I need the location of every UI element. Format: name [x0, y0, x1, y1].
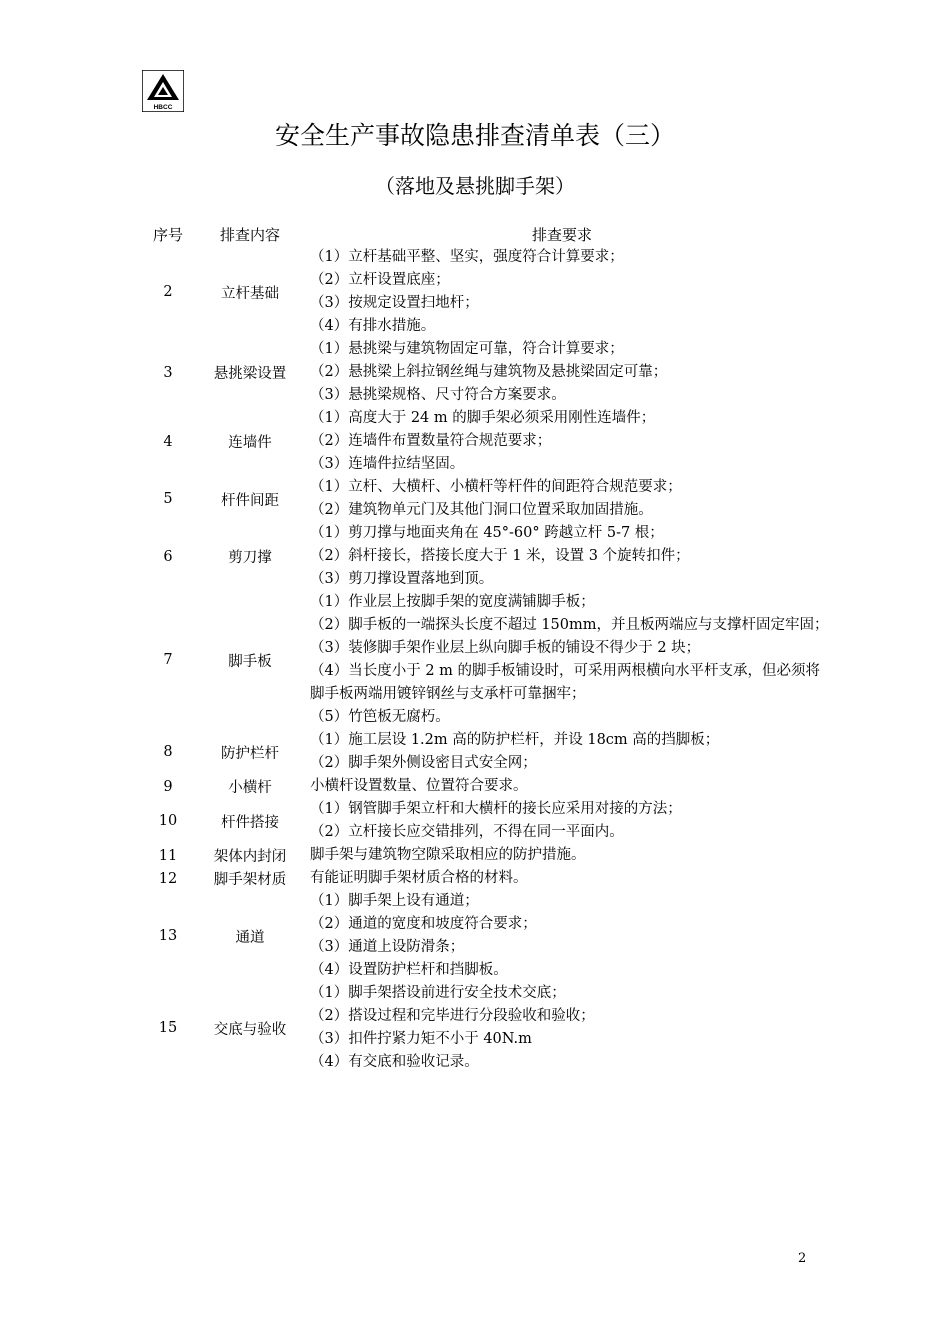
table-row — [140, 775, 900, 798]
row-item: 交底与验收 — [213, 1021, 287, 1038]
requirement-line: （3）连墙件拉结坚固。 — [310, 456, 465, 472]
row-requirements — [304, 890, 900, 982]
requirement-line: （4）有交底和验收记录。 — [310, 1054, 479, 1070]
table-row — [140, 867, 900, 890]
company-logo — [142, 70, 184, 112]
requirement-line: 脚手板两端用镀锌钢丝与支承杆可靠捆牢； — [310, 686, 586, 702]
row-item: 通道 — [235, 929, 265, 946]
header-no: 序号 — [152, 225, 183, 244]
row-number: 2 — [163, 284, 173, 300]
table-row — [140, 476, 900, 522]
row-number: 11 — [158, 847, 178, 864]
row-requirements — [304, 729, 900, 775]
requirement-line: （2）脚手板的一端探头长度不超过 150mm，并且板两端应与支撑杆固定牢固； — [310, 617, 829, 633]
row-number: 13 — [158, 928, 178, 944]
row-number: 3 — [163, 364, 173, 381]
requirement-line: （3）通道上设防滑条； — [310, 939, 465, 955]
row-requirements — [304, 338, 900, 407]
row-requirements — [304, 522, 900, 591]
row-item: 防护栏杆 — [221, 745, 279, 762]
row-number: 7 — [163, 652, 173, 668]
triangle-logo-icon — [142, 70, 184, 112]
row-item: 脚手板 — [228, 653, 272, 670]
table-row — [140, 844, 900, 867]
row-item: 杆件间距 — [221, 492, 279, 509]
row-number: 9 — [163, 778, 173, 795]
row-requirements — [304, 798, 900, 844]
requirement-line: （1）剪刀撑与地面夹角在 45°-60° 跨越立杆 5-7 根； — [310, 525, 664, 541]
requirement-line: （3）装修脚手架作业层上纵向脚手板的铺设不得少于 2 块； — [310, 640, 701, 656]
table-row — [140, 591, 900, 729]
requirement-line: （2）立杆设置底座； — [310, 272, 450, 288]
requirement-line: （5）竹笆板无腐朽。 — [310, 709, 450, 725]
requirement-line: （3）按规定设置扫地杆； — [310, 295, 479, 311]
table-row — [140, 338, 900, 407]
requirement-line: （1）悬挑梁与建筑物固定可靠，符合计算要求； — [310, 341, 624, 357]
row-item: 连墙件 — [228, 435, 272, 451]
requirement-line: （2）建筑物单元门及其他门洞口位置采取加固措施。 — [310, 502, 653, 518]
table-row — [140, 798, 900, 844]
row-item: 小横杆 — [228, 780, 272, 796]
row-item: 杆件搭接 — [221, 814, 279, 831]
inspection-table — [140, 222, 900, 1074]
requirement-line: （1）高度大于 24 m 的脚手架必须采用刚性连墙件； — [310, 410, 656, 426]
row-item: 架体内封闭 — [213, 849, 287, 865]
page-title: 安全生产事故隐患排查清单表（三） — [274, 121, 675, 150]
requirement-line: （2）斜杆接长，搭接长度大于 1 米，设置 3 个旋转扣件； — [310, 548, 690, 564]
row-item: 悬挑梁设置 — [213, 366, 287, 382]
row-number: 12 — [158, 870, 178, 887]
requirement-line: （1）立杆、大横杆、小横杆等杆件的间距符合规范要求； — [310, 479, 682, 495]
row-requirements — [304, 982, 900, 1074]
row-number: 8 — [163, 744, 173, 760]
header-item: 排查内容 — [219, 225, 280, 244]
requirement-line: （1）立杆基础平整、坚实，强度符合计算要求； — [310, 249, 624, 265]
row-requirements — [304, 476, 900, 522]
table-body — [140, 246, 900, 1074]
requirement-line: （3）扣件拧紧力矩不小于 40N.m — [310, 1031, 532, 1047]
header-req: 排查要求 — [531, 225, 592, 244]
page-number: 2 — [798, 1251, 807, 1266]
row-item: 剪刀撑 — [228, 550, 272, 566]
page-subtitle: （落地及悬挑脚手架） — [375, 174, 575, 198]
table-header — [140, 222, 900, 246]
table-row — [140, 729, 900, 775]
row-requirements — [304, 246, 900, 338]
table-row — [140, 407, 900, 476]
requirement-line: （2）悬挑梁上斜拉钢丝绳与建筑物及悬挑梁固定可靠； — [310, 364, 668, 380]
row-number: 10 — [158, 813, 178, 829]
requirement-line: （1）作业层上按脚手架的宽度满铺脚手板； — [310, 594, 595, 610]
row-number: 6 — [163, 548, 173, 565]
requirement-line: 脚手架与建筑物空隙采取相应的防护措施。 — [310, 847, 586, 863]
requirement-line: （2）立杆接长应交错排列，不得在同一平面内。 — [310, 824, 624, 840]
row-number: 15 — [158, 1020, 178, 1036]
requirement-line: （2）通道的宽度和坡度符合要求； — [310, 916, 537, 932]
requirement-line: 有能证明脚手架材质合格的材料。 — [310, 870, 528, 886]
row-requirements — [304, 844, 900, 867]
requirement-line: （3）剪刀撑设置落地到顶。 — [310, 571, 494, 587]
requirement-line: （3）悬挑梁规格、尺寸符合方案要求。 — [310, 387, 566, 403]
requirement-line: （1）钢管脚手架立杆和大横杆的接长应采用对接的方法； — [310, 801, 682, 817]
row-number: 4 — [163, 433, 173, 450]
table-row — [140, 890, 900, 982]
requirement-line: （1）施工层设 1.2m 高的防护栏杆，并设 18cm 高的挡脚板； — [310, 732, 720, 748]
table-row — [140, 522, 900, 591]
requirement-line: （2）连墙件布置数量符合规范要求； — [310, 433, 552, 449]
row-item: 立杆基础 — [221, 285, 279, 302]
row-number: 5 — [163, 491, 173, 507]
requirement-line: （1）脚手架搭设前进行安全技术交底； — [310, 985, 566, 1001]
logo-text: HBCC — [153, 104, 173, 111]
row-item: 脚手架材质 — [213, 872, 287, 888]
requirement-line: 小横杆设置数量、位置符合要求。 — [310, 778, 528, 794]
table-row — [140, 982, 900, 1074]
table-row — [140, 246, 900, 338]
row-requirements — [304, 407, 900, 476]
requirement-line: （1）脚手架上设有通道； — [310, 893, 479, 909]
requirement-line: （4）当长度小于 2 m 的脚手板铺设时，可采用两根横向水平杆支承，但必须将 — [310, 663, 821, 679]
requirement-line: （2）搭设过程和完毕进行分段验收和验收； — [310, 1008, 595, 1024]
row-requirements — [304, 775, 900, 798]
requirement-line: （4）有排水措施。 — [310, 318, 436, 334]
row-requirements — [304, 867, 900, 890]
row-requirements — [304, 591, 900, 729]
requirement-line: （4）设置防护栏杆和挡脚板。 — [310, 962, 508, 978]
requirement-line: （2）脚手架外侧设密目式安全网； — [310, 755, 537, 771]
